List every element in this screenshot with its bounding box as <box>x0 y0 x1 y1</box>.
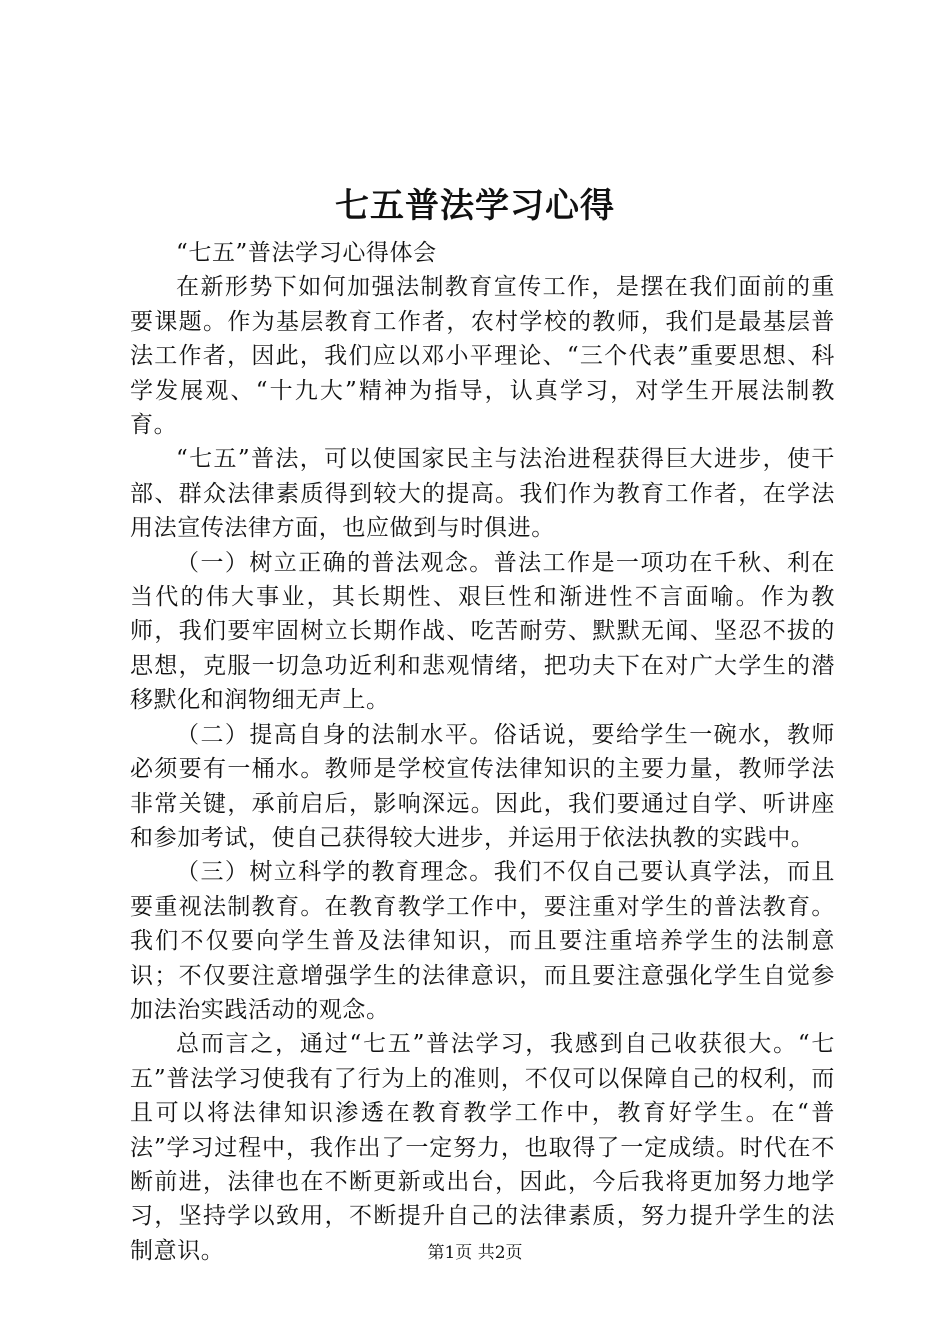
paragraph-subtitle: “七五”普法学习心得体会 <box>176 240 437 266</box>
paragraph: 总而言之，通过“七五”普法学习，我感到自己收获很大。“七五”普法学习使我有了行为上的准则，不仅可以保障自己的权利，而且可以将法律知识渗透在教育教学工作中，教育好学生。在“普法”学习过程中，我作出了一定努力，也取得了一定成绩。时代在不断前进，法律也在不断更新或出台，因此，今后我将更加努力地学习，坚持学以致用，不断提升自己的法律素质，努力提升学生的法制意识。 <box>130 1031 835 1264</box>
document-title: 七五普法学习心得 <box>335 186 615 226</box>
paragraph: （三）树立科学的教育理念。我们不仅自己要认真学法，而且要重视法制教育。在教育教学工作中，要注重对学生的普法教育。我们不仅要向学生普及法律知识，而且要注重培养学生的法制意识；不仅要注意增强学生的法律意识，而且要注意强化学生自觉参加法治实践活动的观念。 <box>130 859 835 1023</box>
paragraph: “七五”普法，可以使国家民主与法治进程获得巨大进步，使干部、群众法律素质得到较大的提高。我们作为教育工作者，在学法用法宣传法律方面，也应做到与时俱进。 <box>130 446 835 542</box>
page-number-footer: 第1页 共2页 <box>427 1243 523 1263</box>
paragraph: （一）树立正确的普法观念。普法工作是一项功在千秋、利在当代的伟大事业，其长期性、艰巨性和渐进性不言面喻。作为教师，我们要牢固树立长期作战、吃苦耐劳、默默无闻、坚忍不拔的思想，克服一切急功近利和悲观情绪，把功夫下在对广大学生的潜移默化和润物细无声上。 <box>130 549 835 714</box>
document-body <box>130 236 835 1268</box>
paragraph: 在新形势下如何加强法制教育宣传工作，是摆在我们面前的重要课题。作为基层教育工作者，农村学校的教师，我们是最基层普法工作者，因此，我们应以邓小平理论、“三个代表”重要思想、科学发展观、“十九大”精神为指导，认真学习，对学生开展法制教育。 <box>130 274 835 439</box>
paragraph: （二）提高自身的法制水平。俗话说，要给学生一碗水，教师必须要有一桶水。教师是学校宣传法律知识的主要力量，教师学法非常关键，承前启后，影响深远。因此，我们要通过自学、听讲座和参加考试，使自己获得较大进步，并运用于依法执教的实践中。 <box>130 721 835 851</box>
